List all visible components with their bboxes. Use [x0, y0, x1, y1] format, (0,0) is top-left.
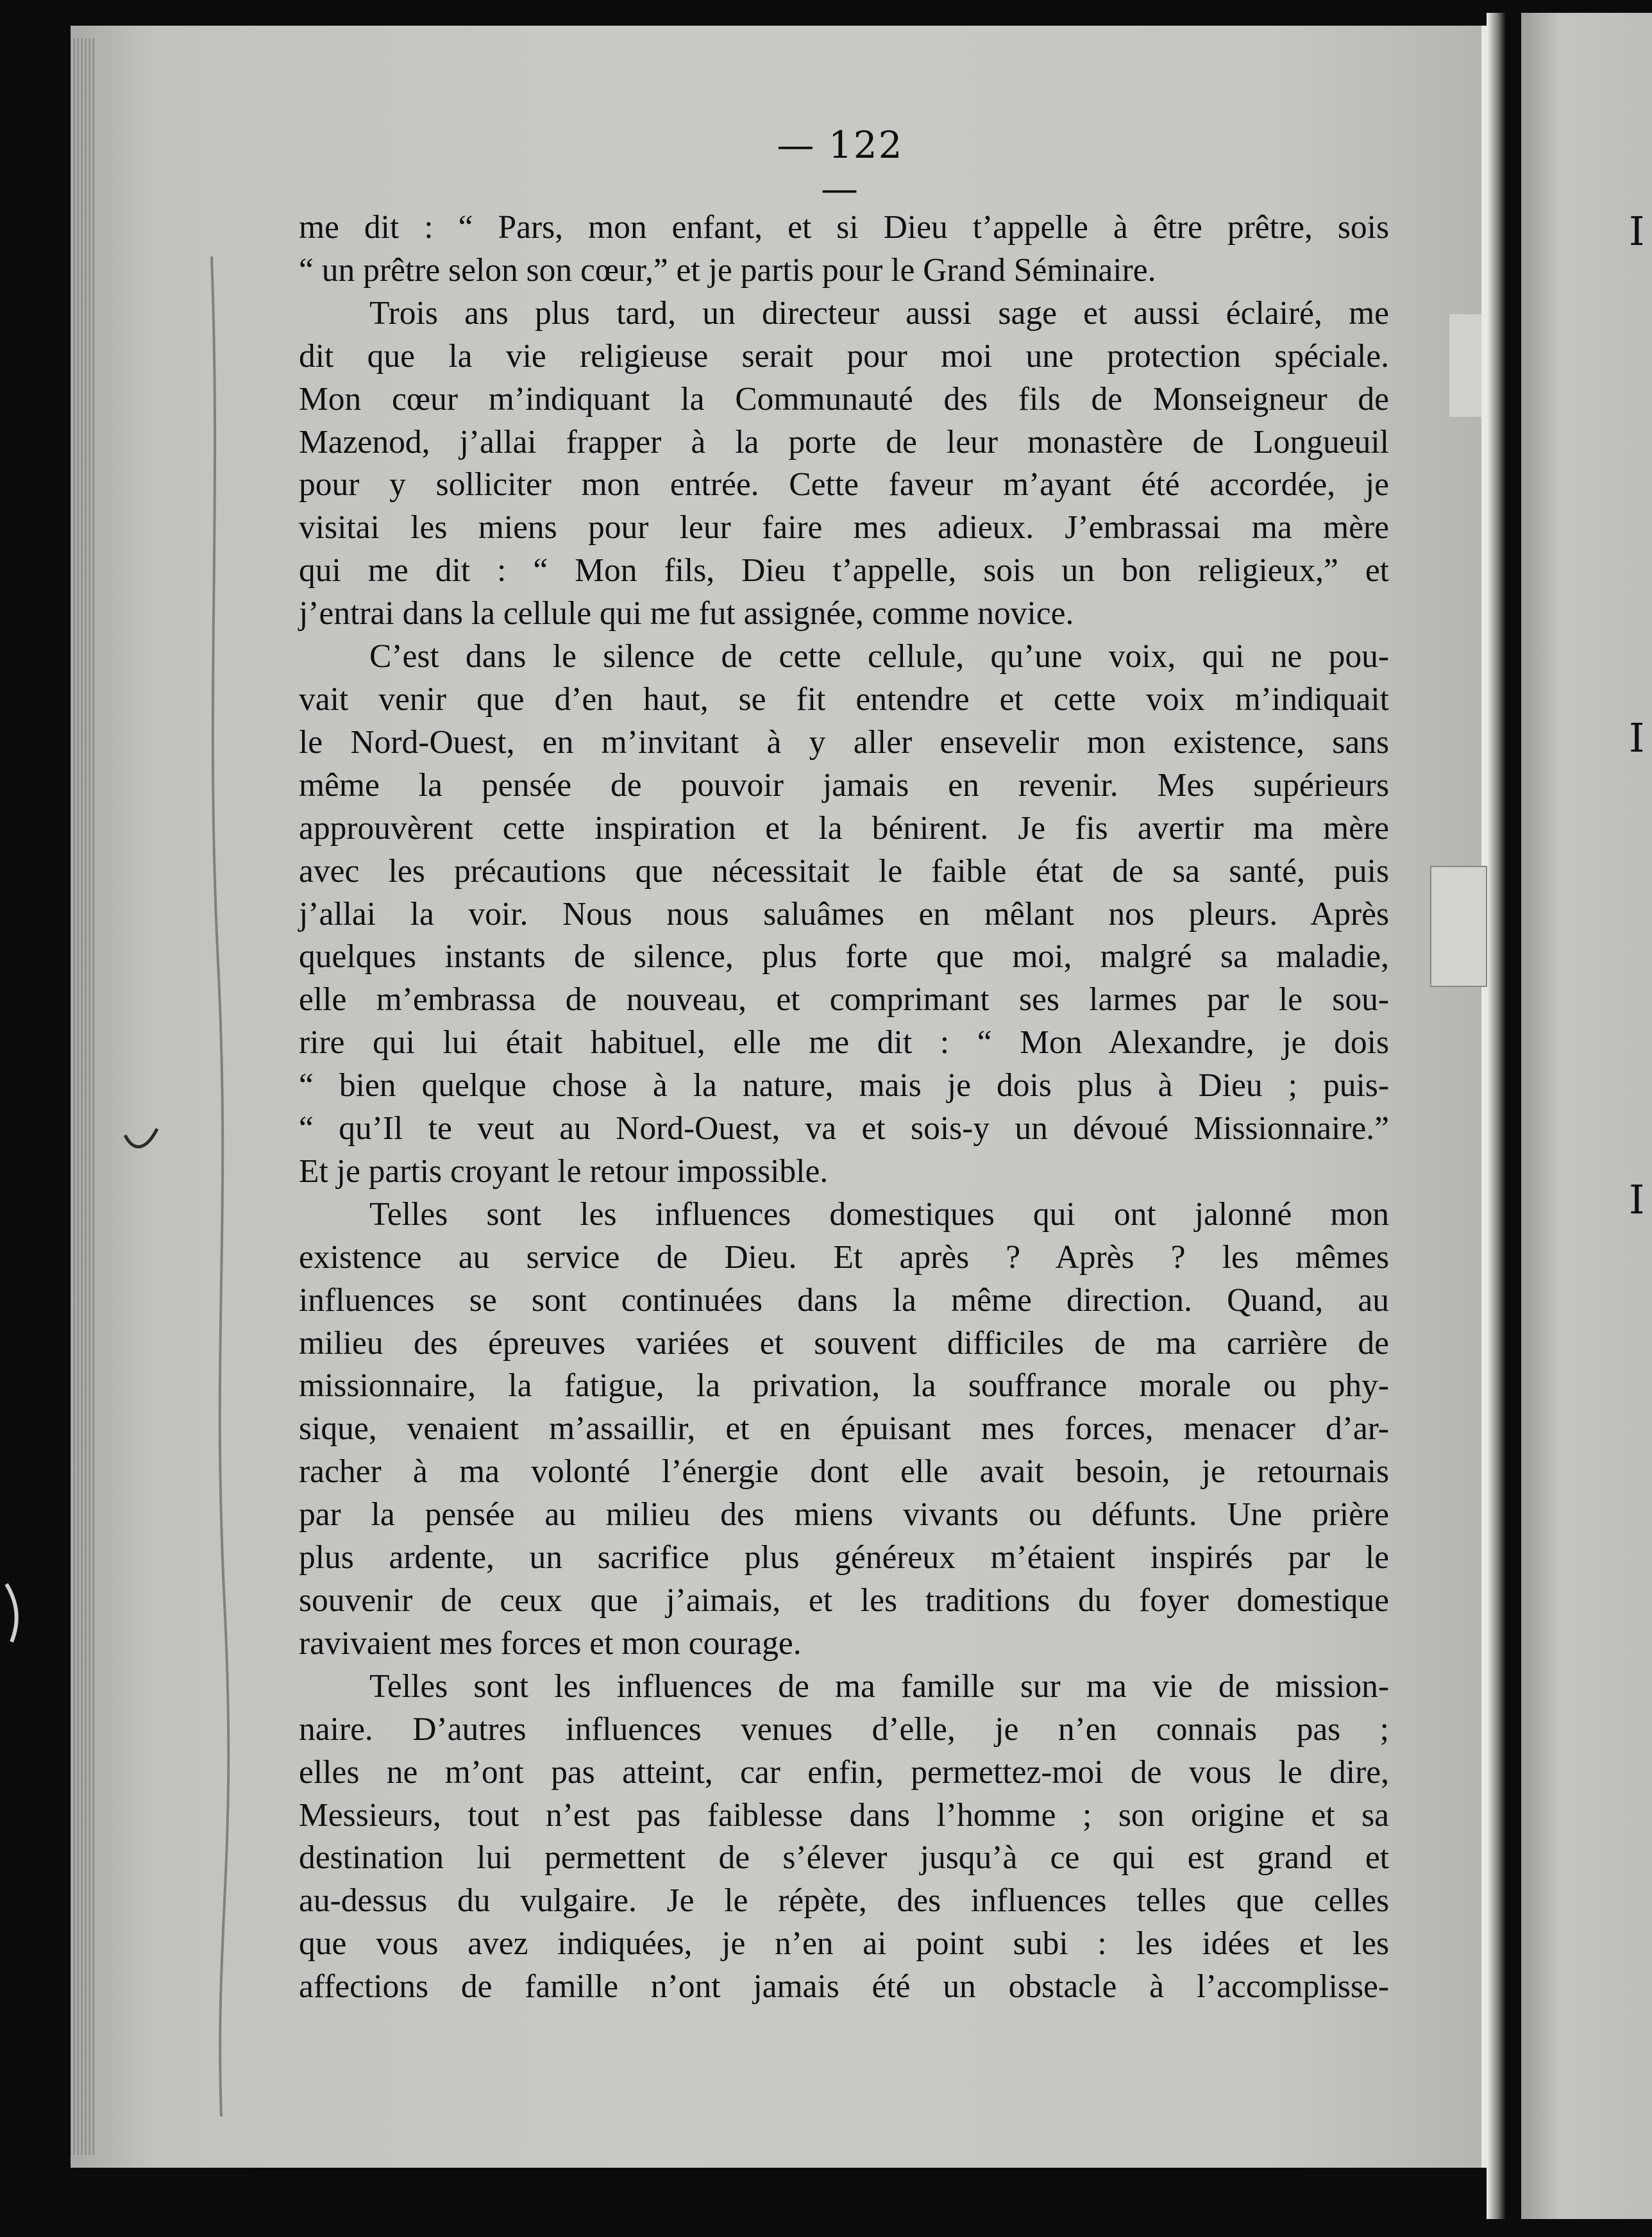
- text-line: affections de famille n’ont jamais été un obstacle à l’accomplisse-: [299, 1968, 1389, 2005]
- text-line: dit que la vie religieuse serait pour moi une protection spéciale.: [299, 337, 1389, 375]
- text-line: au-dessus du vulgaire. Je le répète, des influences telles que celles: [299, 1882, 1389, 1920]
- text-line: approuvèrent cette inspiration et la bénirent. Je fis avertir ma mère: [299, 809, 1389, 847]
- text-line: par la pensée au milieu des miens vivants ou défunts. Une prière: [299, 1496, 1389, 1533]
- paragraph: [299, 207, 1389, 292]
- text-line: me dit : “ Pars, mon enfant, et si Dieu t’appelle à être prêtre, sois: [299, 209, 1389, 246]
- text-line: “ un prêtre selon son cœur,” et je partis pour le Grand Séminaire.: [299, 251, 1156, 289]
- text-line: Telles sont les influences de ma famille sur ma vie de mission-: [369, 1667, 1389, 1705]
- text-line: C’est dans le silence de cette cellule, qu’une voix, qui ne pou-: [369, 638, 1389, 675]
- adjacent-page-glyph: I: [1629, 208, 1645, 255]
- paragraph: [299, 1194, 1389, 1666]
- page-edges: [71, 38, 96, 2155]
- text-line: que vous avez indiquées, je n’en ai point subi : les idées et les: [299, 1925, 1389, 1963]
- adjacent-page: [1521, 13, 1652, 2219]
- text-line: quelques instants de silence, plus forte que moi, malgré sa maladie,: [299, 938, 1389, 975]
- text-line: influences se sont continuées dans la même direction. Quand, au: [299, 1281, 1389, 1319]
- text-line: même la pensée de pouvoir jamais en revenir. Mes supérieurs: [299, 766, 1389, 804]
- text-line: destination lui permettent de s’élever jusqu’à ce qui est grand et: [299, 1839, 1389, 1877]
- paper-tab: [1430, 866, 1487, 987]
- text-line: “ qu’Il te veut au Nord-Ouest, va et sois-y un dévoué Missionnaire.”: [299, 1110, 1389, 1147]
- paragraph: [299, 292, 1389, 636]
- text-line: existence au service de Dieu. Et après ? Après ? les mêmes: [299, 1238, 1389, 1276]
- text-line: Mazenod, j’allai frapper à la porte de leur monastère de Longueuil: [299, 423, 1389, 460]
- text-line: ravivaient mes forces et mon courage.: [299, 1625, 802, 1662]
- adjacent-page-glyph: I: [1629, 714, 1645, 761]
- text-line: souvenir de ceux que j’aimais, et les traditions du foyer domestique: [299, 1582, 1389, 1619]
- text-line: avec les précautions que nécessitait le faible état de sa santé, puis: [299, 852, 1389, 890]
- text-line: sique, venaient m’assaillir, et en épuisant mes forces, menacer d’ar-: [299, 1410, 1389, 1448]
- text-line: Telles sont les influences domestiques qui ont jalonné mon: [369, 1195, 1389, 1233]
- text-line: Et je partis croyant le retour impossible.: [299, 1152, 829, 1190]
- text-line: racher à ma volonté l’énergie dont elle avait besoin, je retournais: [299, 1453, 1389, 1490]
- paper-tab-upper: [1449, 314, 1481, 417]
- text-line: plus ardente, un sacrifice plus généreux m’étaient inspirés par le: [299, 1539, 1389, 1576]
- adjacent-page-glyph: I: [1629, 1176, 1645, 1223]
- text-line: vait venir que d’en haut, se fit entendre et cette voix m’indiquait: [299, 680, 1389, 718]
- text-line: Messieurs, tout n’est pas faiblesse dans l’homme ; son origine et sa: [299, 1796, 1389, 1834]
- text-line: pour y solliciter mon entrée. Cette faveur m’ayant été accordée, je: [299, 466, 1389, 503]
- paragraph: [299, 1666, 1389, 2009]
- page-number: — 122 —: [777, 123, 904, 210]
- page-seam: [1487, 13, 1506, 2219]
- text-line: elle m’embrassa de nouveau, et comprimant ses larmes par le sou-: [299, 981, 1389, 1018]
- text-line: Trois ans plus tard, un directeur aussi sage et aussi éclairé, me: [369, 294, 1389, 332]
- text-line: rire qui lui était habituel, elle me dit : “ Mon Alexandre, je dois: [299, 1024, 1389, 1061]
- text-line: j’entrai dans la cellule qui me fut assignée, comme novice.: [299, 595, 1074, 632]
- text-line: j’allai la voir. Nous nous saluâmes en mêlant nos pleurs. Après: [299, 895, 1389, 933]
- body-text: [299, 207, 1389, 2009]
- text-line: le Nord-Ouest, en m’invitant à y aller ensevelir mon existence, sans: [299, 723, 1389, 761]
- text-line: visitai les miens pour leur faire mes adieux. J’embrassai ma mère: [299, 509, 1389, 546]
- text-line: “ bien quelque chose à la nature, mais je dois plus à Dieu ; puis-: [299, 1067, 1389, 1104]
- text-line: naire. D’autres influences venues d’elle, je n’en connais pas ;: [299, 1710, 1389, 1748]
- text-line: elles ne m’ont pas atteint, car enfin, permettez-moi de vous le dire,: [299, 1753, 1389, 1791]
- text-line: milieu des épreuves variées et souvent difficiles de ma carrière de: [299, 1324, 1389, 1362]
- text-line: missionnaire, la fatigue, la privation, la souffrance morale ou phy-: [299, 1367, 1389, 1405]
- text-line: qui me dit : “ Mon fils, Dieu t’appelle, sois un bon religieux,” et: [299, 552, 1389, 589]
- paragraph: [299, 636, 1389, 1194]
- text-line: Mon cœur m’indiquant la Communauté des fils de Monseigneur de: [299, 380, 1389, 418]
